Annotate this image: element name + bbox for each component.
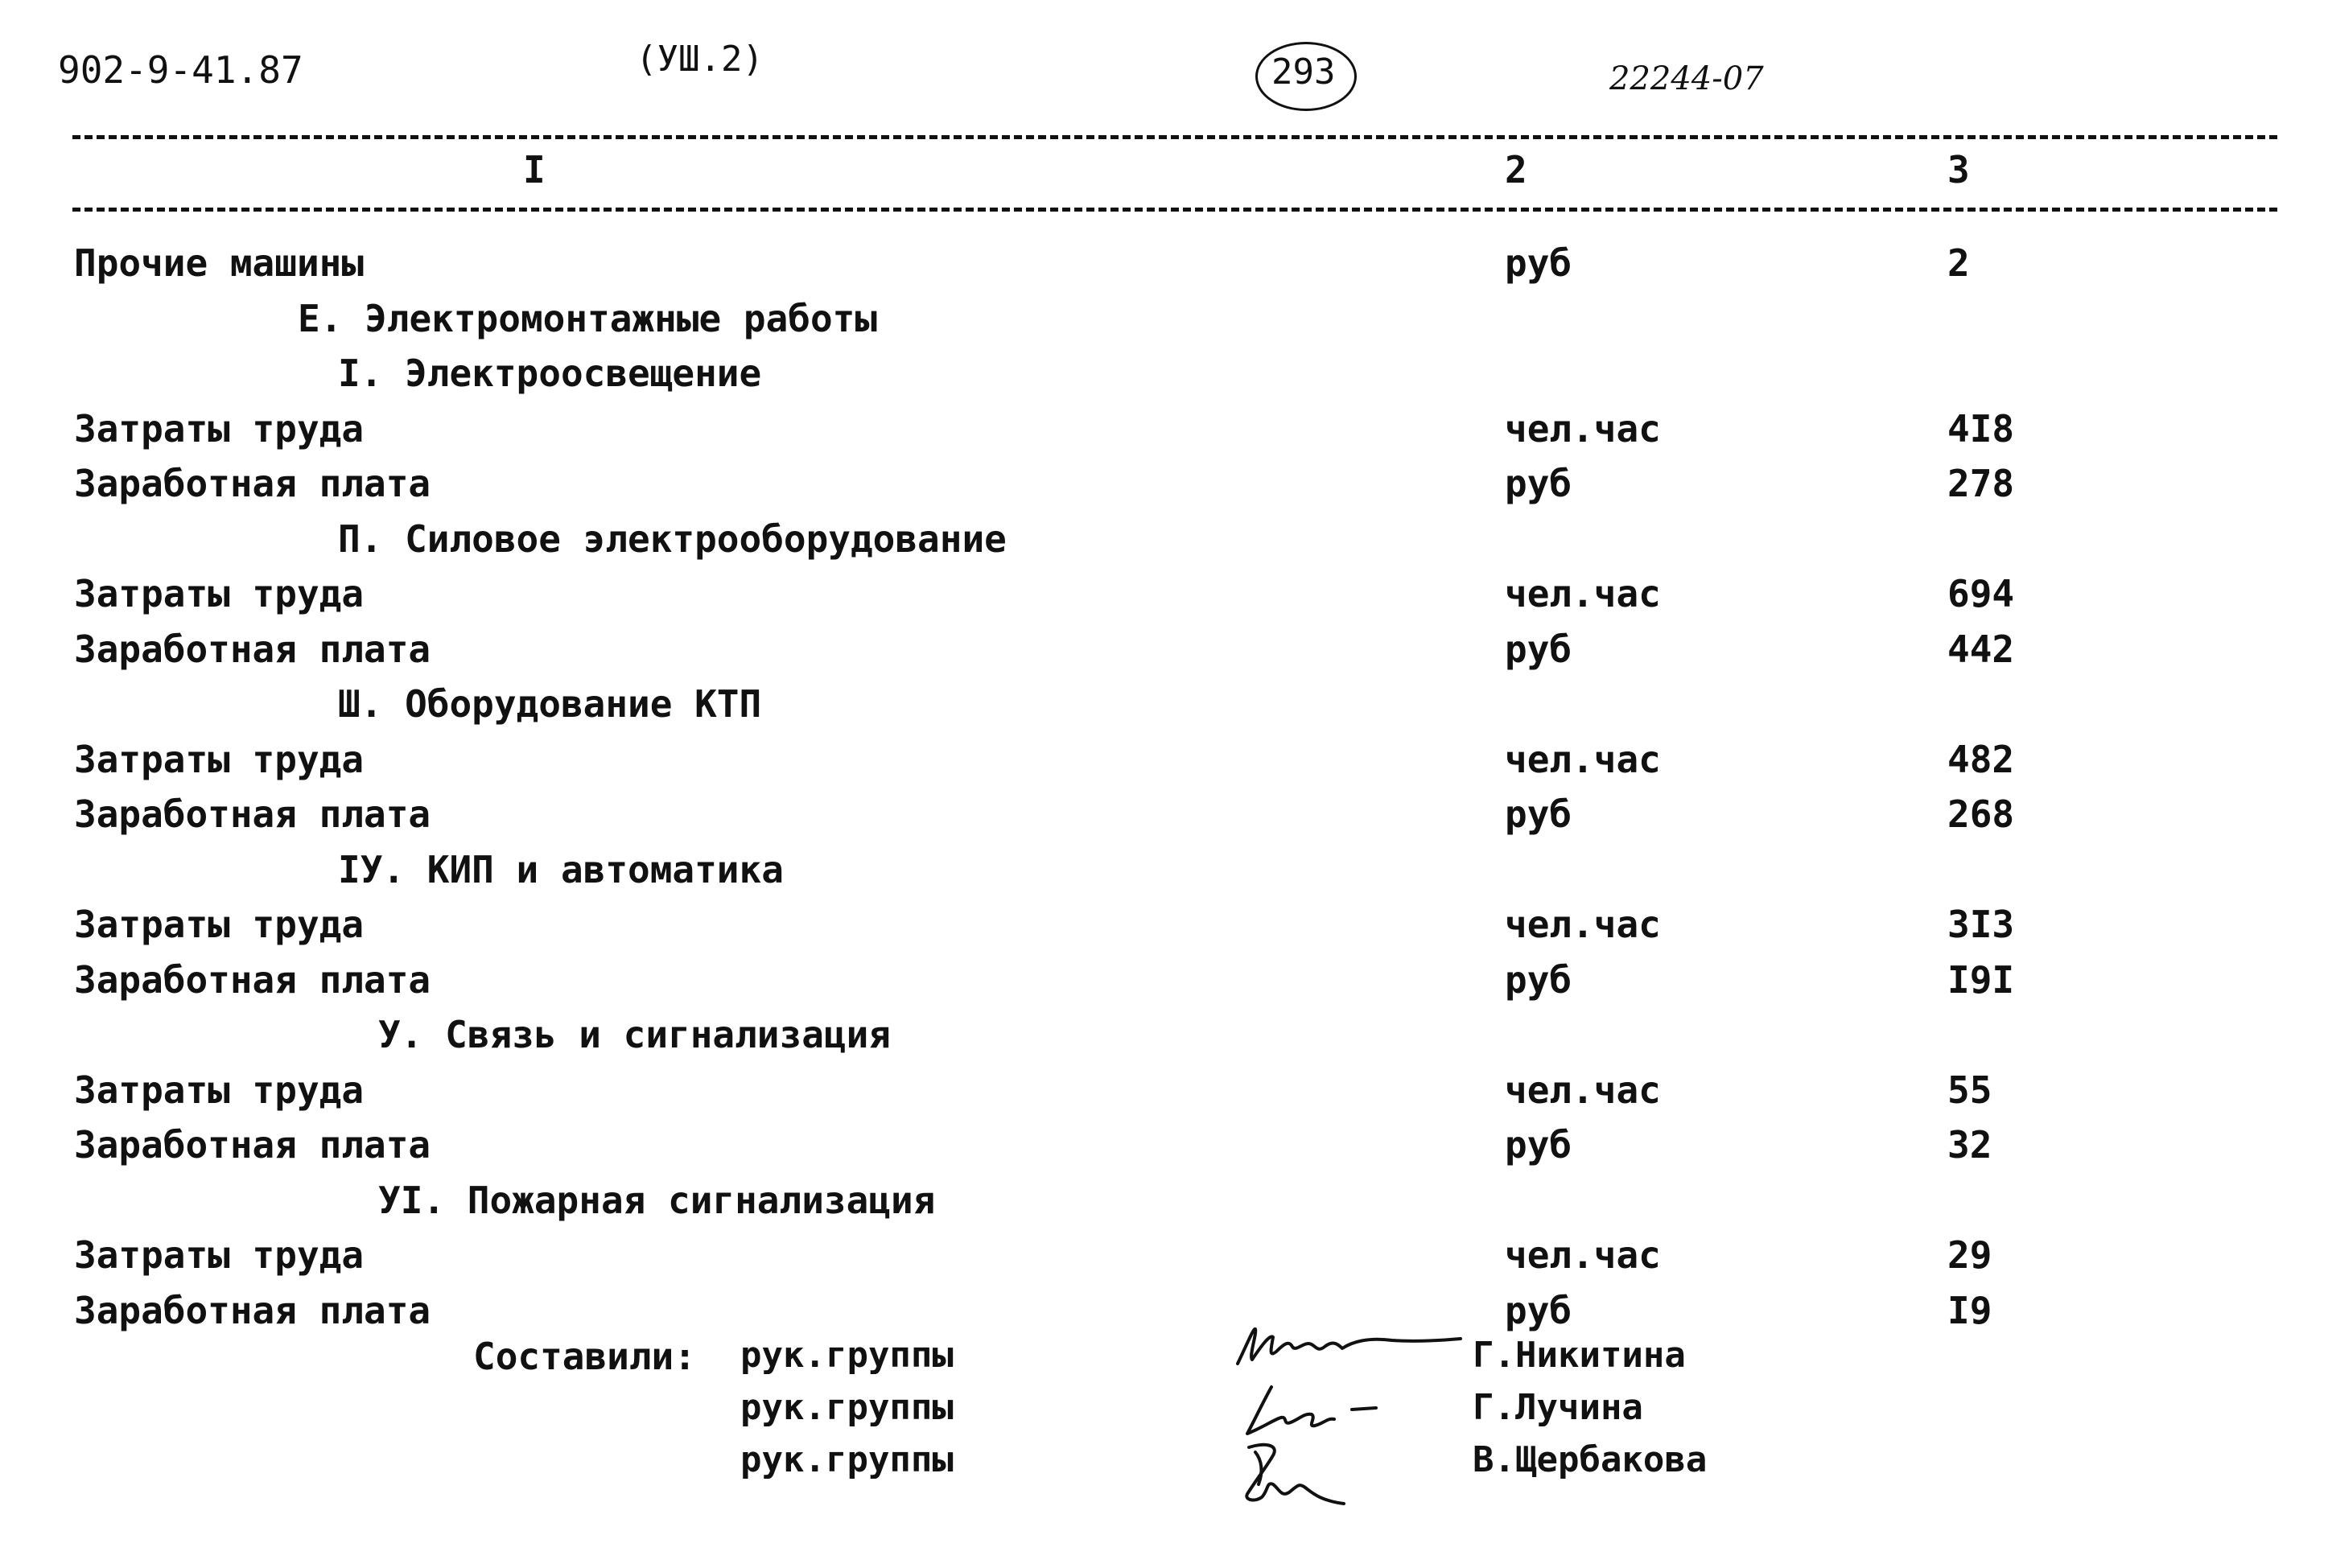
row-value: I9I — [1947, 958, 2015, 1002]
row-value: 442 — [1947, 628, 2015, 671]
column-header-2: 2 — [1505, 148, 1527, 191]
row-unit: руб — [1505, 241, 1572, 285]
compiler-name: В.Щербакова — [1473, 1439, 1708, 1480]
row-label: Заработная плата — [74, 792, 431, 836]
section-heading: Ш. Оборудование КТП — [338, 682, 762, 726]
compiler-role: рук.группы — [740, 1335, 954, 1376]
signature-luchina — [1239, 1377, 1400, 1442]
row-value: 2 — [1947, 241, 1970, 285]
row-label: Заработная плата — [74, 958, 431, 1002]
row-value: 278 — [1947, 462, 2015, 505]
section-heading: У. Связь и сигнализация — [378, 1013, 891, 1056]
row-unit: руб — [1505, 1123, 1572, 1167]
section-heading: П. Силовое электрооборудование — [338, 517, 1007, 561]
row-value: I9 — [1947, 1289, 1992, 1332]
section-heading: Е. Электромонтажные работы — [298, 297, 878, 340]
row-value: 268 — [1947, 792, 2015, 836]
row-value: 29 — [1947, 1233, 1992, 1277]
row-unit: руб — [1505, 958, 1572, 1002]
section-heading: I. Электроосвещение — [338, 352, 762, 395]
inventory-number: 22244-07 — [1609, 60, 1764, 97]
row-label: Прочие машины — [74, 241, 365, 285]
row-label: Затраты труда — [74, 572, 365, 615]
volume-label: (УШ.2) — [636, 39, 764, 80]
doc-code: 902-9-41.87 — [58, 48, 303, 92]
row-value: 55 — [1947, 1068, 1992, 1112]
row-label: Заработная плата — [74, 1289, 431, 1332]
table-header-rule — [72, 208, 2277, 212]
compilers-label: Составили: — [473, 1335, 696, 1378]
row-unit: чел.час — [1505, 407, 1661, 451]
row-label: Заработная плата — [74, 1123, 431, 1167]
column-header-3: 3 — [1947, 148, 1970, 191]
compiler-name: Г.Лучина — [1473, 1387, 1643, 1428]
table-top-rule — [72, 135, 2277, 139]
compiler-name: Г.Никитина — [1473, 1335, 1686, 1376]
row-label: Затраты труда — [74, 1068, 365, 1112]
row-value: 3I3 — [1947, 903, 2015, 946]
row-unit: руб — [1505, 462, 1572, 505]
row-value: 694 — [1947, 572, 2015, 615]
row-unit: руб — [1505, 792, 1572, 836]
row-unit: чел.час — [1505, 738, 1661, 781]
section-heading: УI. Пожарная сигнализация — [378, 1179, 936, 1222]
row-unit: руб — [1505, 628, 1572, 671]
compiler-role: рук.группы — [740, 1387, 954, 1428]
row-value: 4I8 — [1947, 407, 2015, 451]
signature-shcherbakova — [1231, 1436, 1360, 1517]
row-unit: чел.час — [1505, 1068, 1661, 1112]
row-unit: чел.час — [1505, 572, 1661, 615]
row-label: Заработная плата — [74, 628, 431, 671]
page-number: 293 — [1271, 51, 1336, 93]
section-heading: IУ. КИП и автоматика — [338, 848, 784, 891]
row-label: Затраты труда — [74, 1233, 365, 1277]
row-unit: руб — [1505, 1289, 1572, 1332]
row-unit: чел.час — [1505, 1233, 1661, 1277]
row-unit: чел.час — [1505, 903, 1661, 946]
signature-nikitina — [1231, 1319, 1465, 1376]
row-value: 32 — [1947, 1123, 1992, 1167]
row-label: Затраты труда — [74, 738, 365, 781]
row-value: 482 — [1947, 738, 2015, 781]
row-label: Затраты труда — [74, 903, 365, 946]
compiler-role: рук.группы — [740, 1439, 954, 1480]
row-label: Затраты труда — [74, 407, 365, 451]
row-label: Заработная плата — [74, 462, 431, 505]
column-header-1: I — [523, 148, 546, 191]
